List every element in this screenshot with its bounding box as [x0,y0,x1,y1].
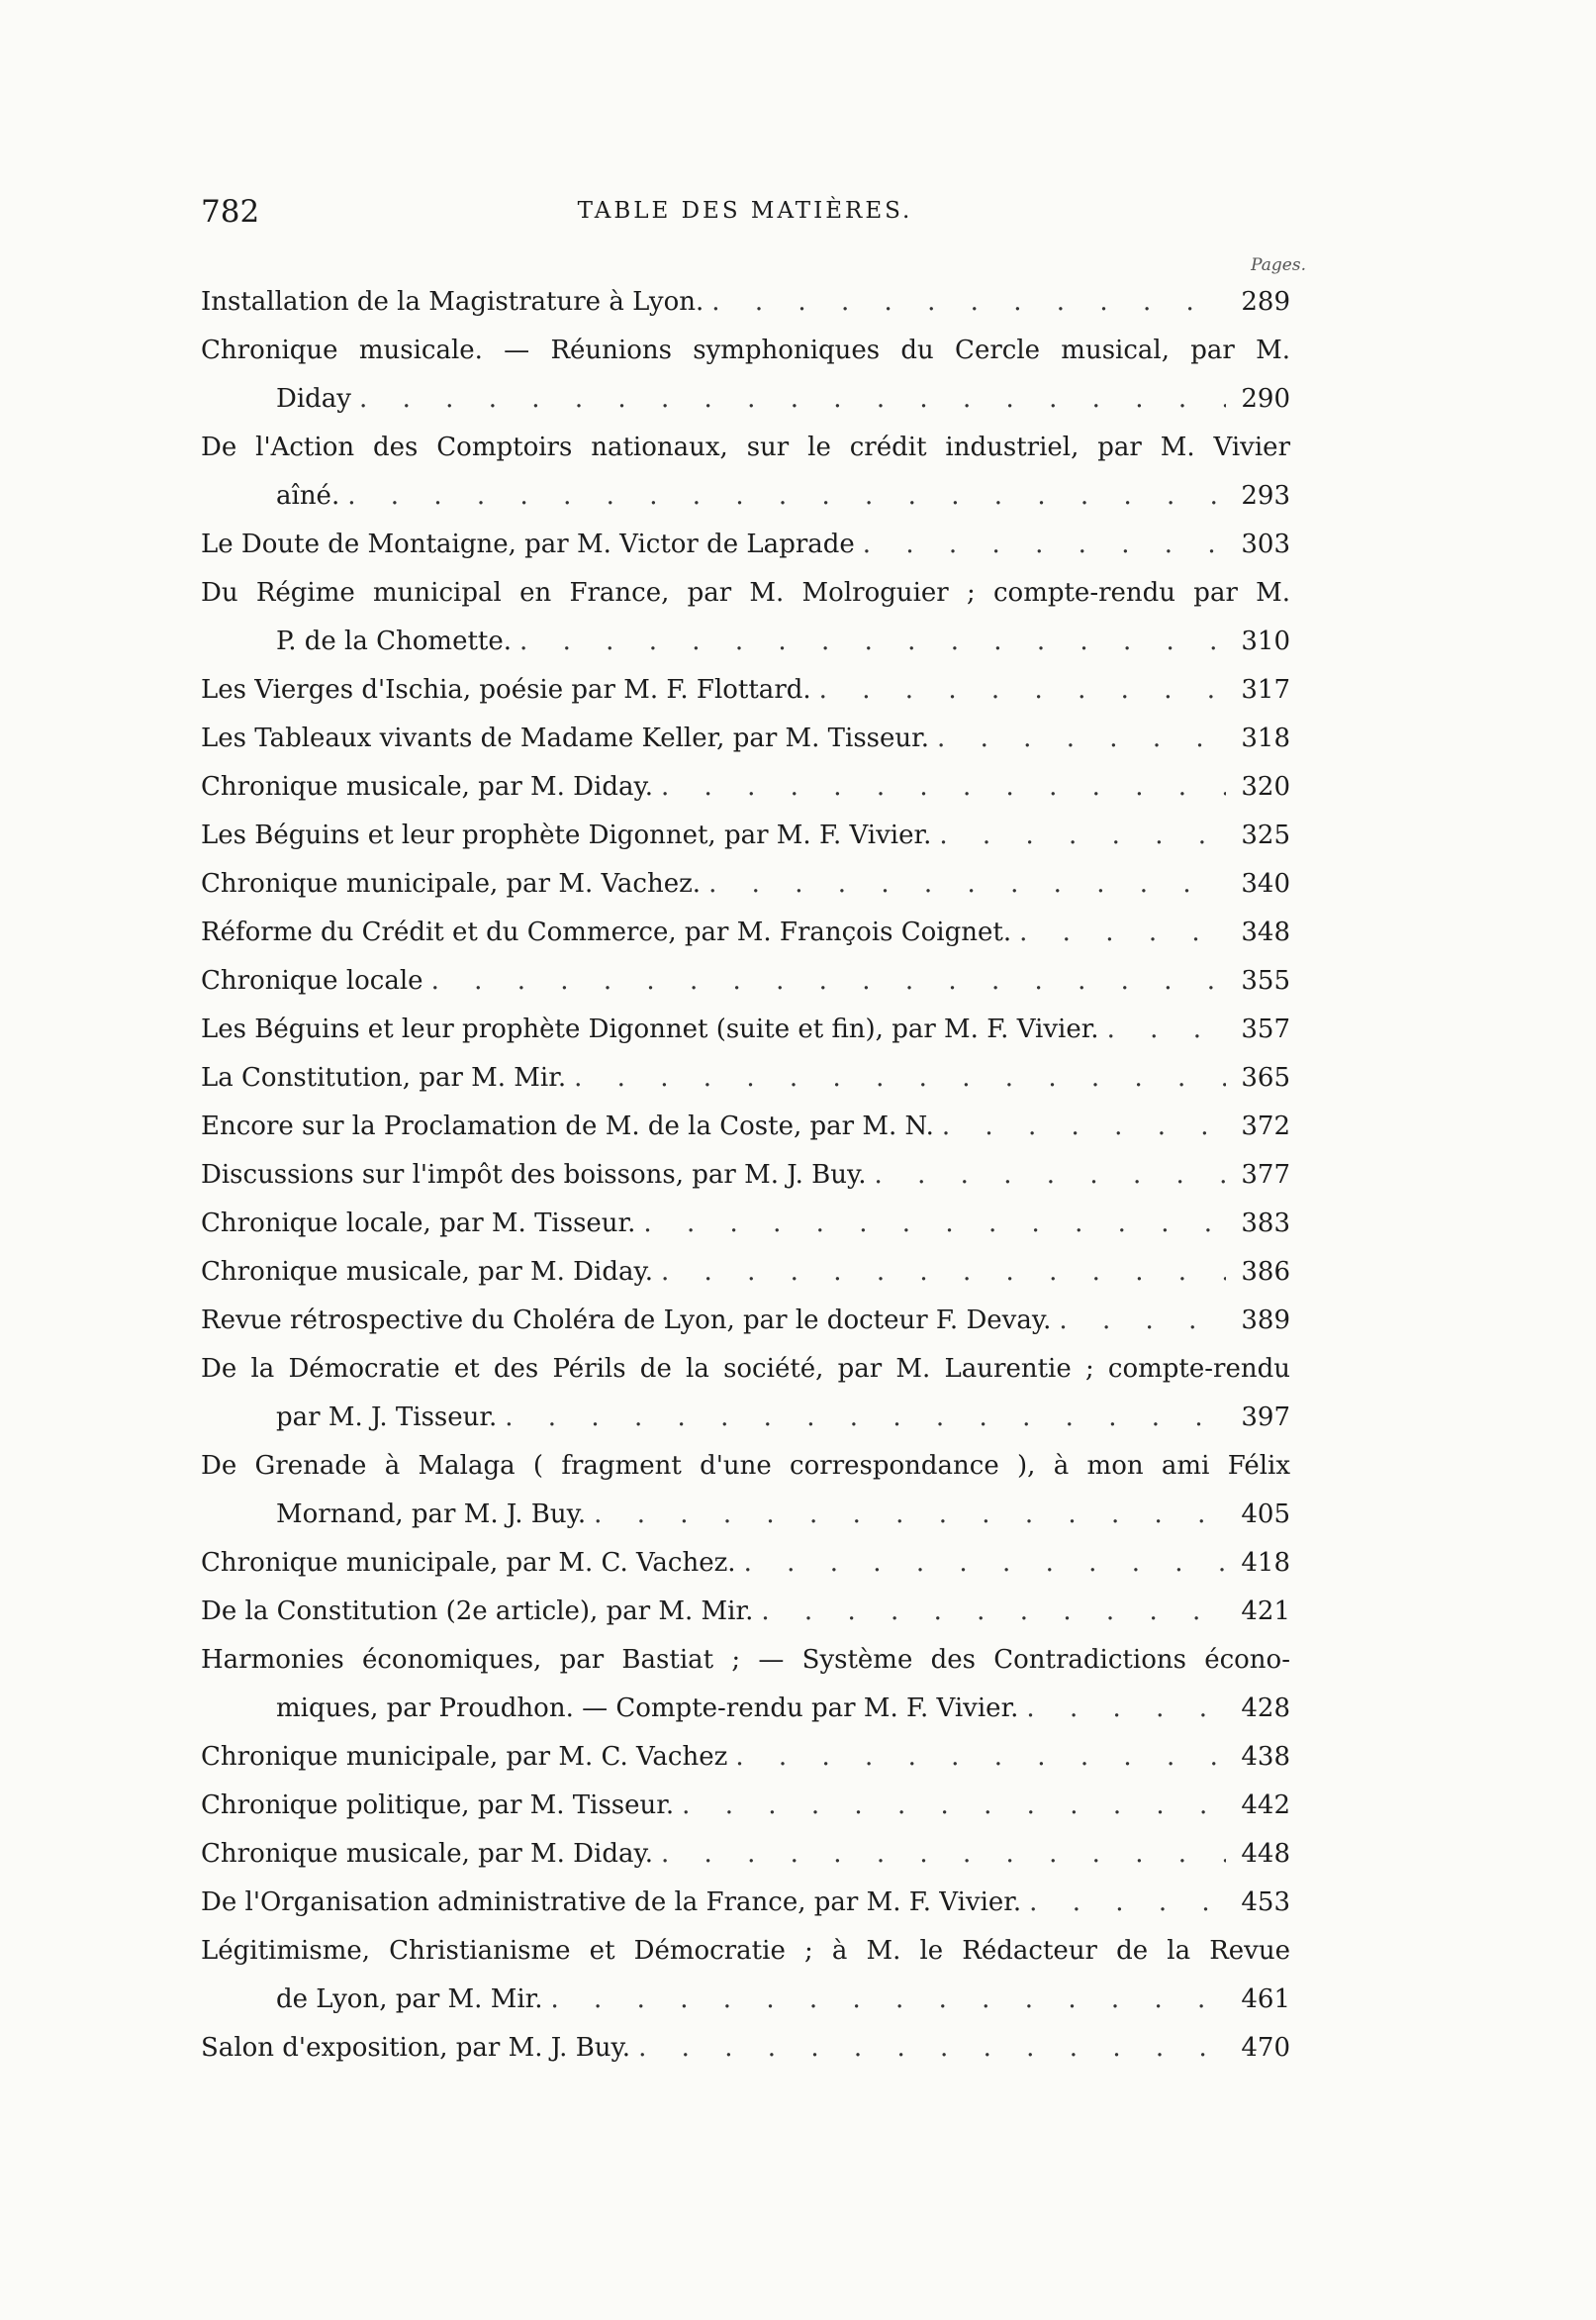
toc-entry [201,821,1290,869]
toc-entry [201,287,1290,336]
toc-entry-title: De l'Action des Comptoirs nationaux, sur le crédit industriel, par M. Vivier [201,433,1290,462]
toc-entry-line [201,2033,1290,2081]
toc-entry [201,1645,1290,1742]
toc-entry [201,772,1290,821]
toc-entry-title: miques, par Proudhon. — Compte-rendu par M. F. Vivier. [276,1693,1019,1723]
toc-page-number: 303 [1241,530,1290,559]
toc-entry-continuation [201,1984,1290,2033]
toc-entry-title: Légitimisme, Christianisme et Démocratie ; à M. le Rédacteur de la Revue [201,1936,1290,1966]
toc-entry-line [201,578,1290,627]
toc-entry-line [201,1015,1290,1063]
toc-entry-title: Chronique musicale, par M. Diday. [201,772,653,802]
toc-page-number: 325 [1241,821,1290,850]
dot-leader [431,966,1226,996]
toc-entry [201,1839,1290,1887]
toc-entry [201,724,1290,772]
toc-entry-line [201,1548,1290,1596]
toc-entry-title: Chronique musicale, par M. Diday. [201,1257,653,1287]
toc-entry-line [201,1645,1290,1693]
toc-entry [201,966,1290,1015]
toc-page-number: 289 [1241,287,1290,317]
toc-entry-line [201,1742,1290,1790]
dot-leader [359,384,1226,414]
toc-entry-title: aîné. [276,481,340,511]
toc-entry-title: Chronique locale [201,966,423,996]
toc-page-number: 318 [1241,724,1290,753]
toc-page-number: 340 [1241,869,1290,899]
toc-entry [201,1936,1290,2033]
toc-entry-line [201,1887,1290,1936]
toc-page-number: 442 [1241,1790,1290,1820]
toc-page-number: 348 [1241,918,1290,947]
toc-entry-title: La Constitution, par M. Mir. [201,1063,567,1093]
dot-leader [1107,1015,1226,1044]
toc-entry-line [201,336,1290,384]
toc-entry-continuation [201,1499,1290,1548]
dot-leader [942,1112,1226,1141]
toc-entry-line [201,1790,1290,1839]
dot-leader [1029,1887,1226,1917]
dot-leader [735,1742,1226,1772]
toc-entry-title: Les Béguins et leur prophète Digonnet, par M. F. Vivier. [201,821,932,850]
toc-entry-line [201,530,1290,578]
toc-page-number: 317 [1241,675,1290,705]
toc-page-number: 386 [1241,1257,1290,1287]
toc-entry-title: Diday [276,384,351,414]
toc-page-number: 293 [1241,481,1290,511]
toc-entry-title: Chronique musicale, par M. Diday. [201,1839,653,1869]
toc-entry [201,1257,1290,1305]
toc-entry-line [201,966,1290,1015]
toc-entry-line [201,1257,1290,1305]
toc-entry [201,530,1290,578]
toc-entry-title: De l'Organisation administrative de la France, par M. F. Vivier. [201,1887,1022,1917]
dot-leader [682,1790,1226,1820]
toc-entry-line [201,724,1290,772]
toc-entry-title: par M. J. Tisseur. [276,1402,498,1432]
toc-page-number: 438 [1241,1742,1290,1772]
dot-leader [937,724,1226,753]
toc-entry-title: Le Doute de Montaigne, par M. Victor de Laprade [201,530,855,559]
toc-entry-title: Les Béguins et leur prophète Digonnet (suite et fin), par M. F. Vivier. [201,1015,1099,1044]
toc-entry [201,869,1290,918]
toc-page-number: 355 [1241,966,1290,996]
toc-entry-line [201,1354,1290,1402]
toc-entry-title: De la Démocratie et des Périls de la société, par M. Laurentie ; compte-rendu [201,1354,1290,1384]
toc-entry-line [201,1160,1290,1208]
dot-leader [550,1984,1226,2014]
dot-leader [505,1402,1226,1432]
pages-column-label: Pages. [1251,255,1306,275]
toc-entry [201,2033,1290,2081]
toc-entry [201,1742,1290,1790]
toc-page-number: 448 [1241,1839,1290,1869]
toc-entry-title: Du Régime municipal en France, par M. Molroguier ; compte-rendu par M. [201,578,1290,608]
dot-leader [643,1208,1226,1238]
toc-entry-title: Chronique musicale. — Réunions symphoniques du Cercle musical, par M. [201,336,1290,365]
toc-page-number: 377 [1241,1160,1290,1190]
dot-leader [1059,1305,1226,1335]
dot-leader [875,1160,1226,1190]
toc-entry-title: Les Vierges d'Ischia, poésie par M. F. Flottard. [201,675,811,705]
dot-leader [711,287,1226,317]
toc-entry-title: Les Tableaux vivants de Madame Keller, par M. Tisseur. [201,724,929,753]
toc-page-number: 320 [1241,772,1290,802]
toc-page-number: 290 [1241,384,1290,414]
dot-leader [744,1548,1226,1578]
dot-leader [819,675,1226,705]
toc-entry-continuation [201,384,1290,433]
toc-entry-line [201,675,1290,724]
toc-entry-title: Réforme du Crédit et du Commerce, par M. François Coignet. [201,918,1012,947]
toc-entry-title: Installation de la Magistrature à Lyon. [201,287,704,317]
toc-page-number: 365 [1241,1063,1290,1093]
dot-leader [939,821,1226,850]
page-number: 782 [201,194,260,230]
toc-page-number: 453 [1241,1887,1290,1917]
toc-entry-title: Discussions sur l'impôt des boissons, par M. J. Buy. [201,1160,867,1190]
toc-entry-line [201,1596,1290,1645]
toc-entry [201,1305,1290,1354]
dot-leader [594,1499,1226,1529]
toc-entry [201,1548,1290,1596]
running-title: TABLE DES MATIÈRES. [577,198,913,224]
toc-entry [201,1451,1290,1548]
toc-entry-line [201,869,1290,918]
toc-entry-title: Harmonies économiques, par Bastiat ; — Système des Contradictions écono- [201,1645,1290,1675]
toc-entry-line [201,1451,1290,1499]
toc-entry [201,1354,1290,1451]
toc-entry [201,1208,1290,1257]
toc-entry [201,578,1290,675]
dot-leader [661,1839,1226,1869]
toc-page-number: 310 [1241,627,1290,656]
dot-leader [661,772,1226,802]
toc-entry-title: Revue rétrospective du Choléra de Lyon, par le docteur F. Devay. [201,1305,1052,1335]
dot-leader [761,1596,1226,1626]
toc-entry-title: Chronique municipale, par M. C. Vachez. [201,1548,736,1578]
toc-entry-continuation [201,1402,1290,1451]
toc-page-number: 383 [1241,1208,1290,1238]
toc-entry-title: Chronique locale, par M. Tisseur. [201,1208,636,1238]
dot-leader [519,627,1226,656]
toc-entry [201,1790,1290,1839]
toc-entry [201,1160,1290,1208]
toc-entry [201,675,1290,724]
toc-entry-title: Mornand, par M. J. Buy. [276,1499,587,1529]
toc-page-number: 357 [1241,1015,1290,1044]
toc-entry-line [201,433,1290,481]
dot-leader [708,869,1226,899]
toc-entry [201,1112,1290,1160]
toc-entry-line [201,287,1290,336]
toc-page-number: 372 [1241,1112,1290,1141]
toc-entry-continuation [201,627,1290,675]
toc-page-number: 421 [1241,1596,1290,1626]
toc-page-number: 418 [1241,1548,1290,1578]
toc-entry-continuation [201,1693,1290,1742]
toc-entry-line [201,1305,1290,1354]
dot-leader [574,1063,1226,1093]
toc-entry [201,1596,1290,1645]
toc-entry [201,918,1290,966]
toc-entry-title: Chronique politique, par M. Tisseur. [201,1790,675,1820]
toc-page-number: 397 [1241,1402,1290,1432]
toc-entry-line [201,918,1290,966]
toc-page-number: 405 [1241,1499,1290,1529]
toc-entry-title: De la Constitution (2e article), par M. Mir. [201,1596,754,1626]
toc-page-number: 461 [1241,1984,1290,2014]
toc-entry-line [201,1063,1290,1112]
toc-entry-title: De Grenade à Malaga ( fragment d'une correspondance ), à mon ami Félix [201,1451,1290,1481]
toc-entry-title: Chronique municipale, par M. C. Vachez [201,1742,728,1772]
toc-entry-line [201,1208,1290,1257]
toc-entry-title: Encore sur la Proclamation de M. de la Coste, par M. N. [201,1112,934,1141]
toc-entry-title: P. de la Chomette. [276,627,513,656]
toc-entry [201,336,1290,433]
table-of-contents [201,287,1290,2081]
toc-entry [201,1887,1290,1936]
dot-leader [863,530,1226,559]
toc-entry-title: Chronique municipale, par M. Vachez. [201,869,702,899]
toc-entry-title: de Lyon, par M. Mir. [276,1984,543,2014]
toc-entry-line [201,1112,1290,1160]
toc-entry-line [201,1839,1290,1887]
toc-entry-continuation [201,481,1290,530]
toc-entry [201,1015,1290,1063]
toc-entry-title: Salon d'exposition, par M. J. Buy. [201,2033,631,2063]
toc-entry-line [201,772,1290,821]
toc-page-number: 428 [1241,1693,1290,1723]
dot-leader [347,481,1226,511]
toc-entry [201,1063,1290,1112]
dot-leader [661,1257,1226,1287]
dot-leader [1019,918,1226,947]
toc-entry [201,433,1290,530]
toc-page-number: 389 [1241,1305,1290,1335]
toc-entry-line [201,1936,1290,1984]
page-header [201,194,1289,234]
toc-page-number: 470 [1241,2033,1290,2063]
dot-leader [1026,1693,1226,1723]
dot-leader [638,2033,1226,2063]
toc-entry-line [201,821,1290,869]
